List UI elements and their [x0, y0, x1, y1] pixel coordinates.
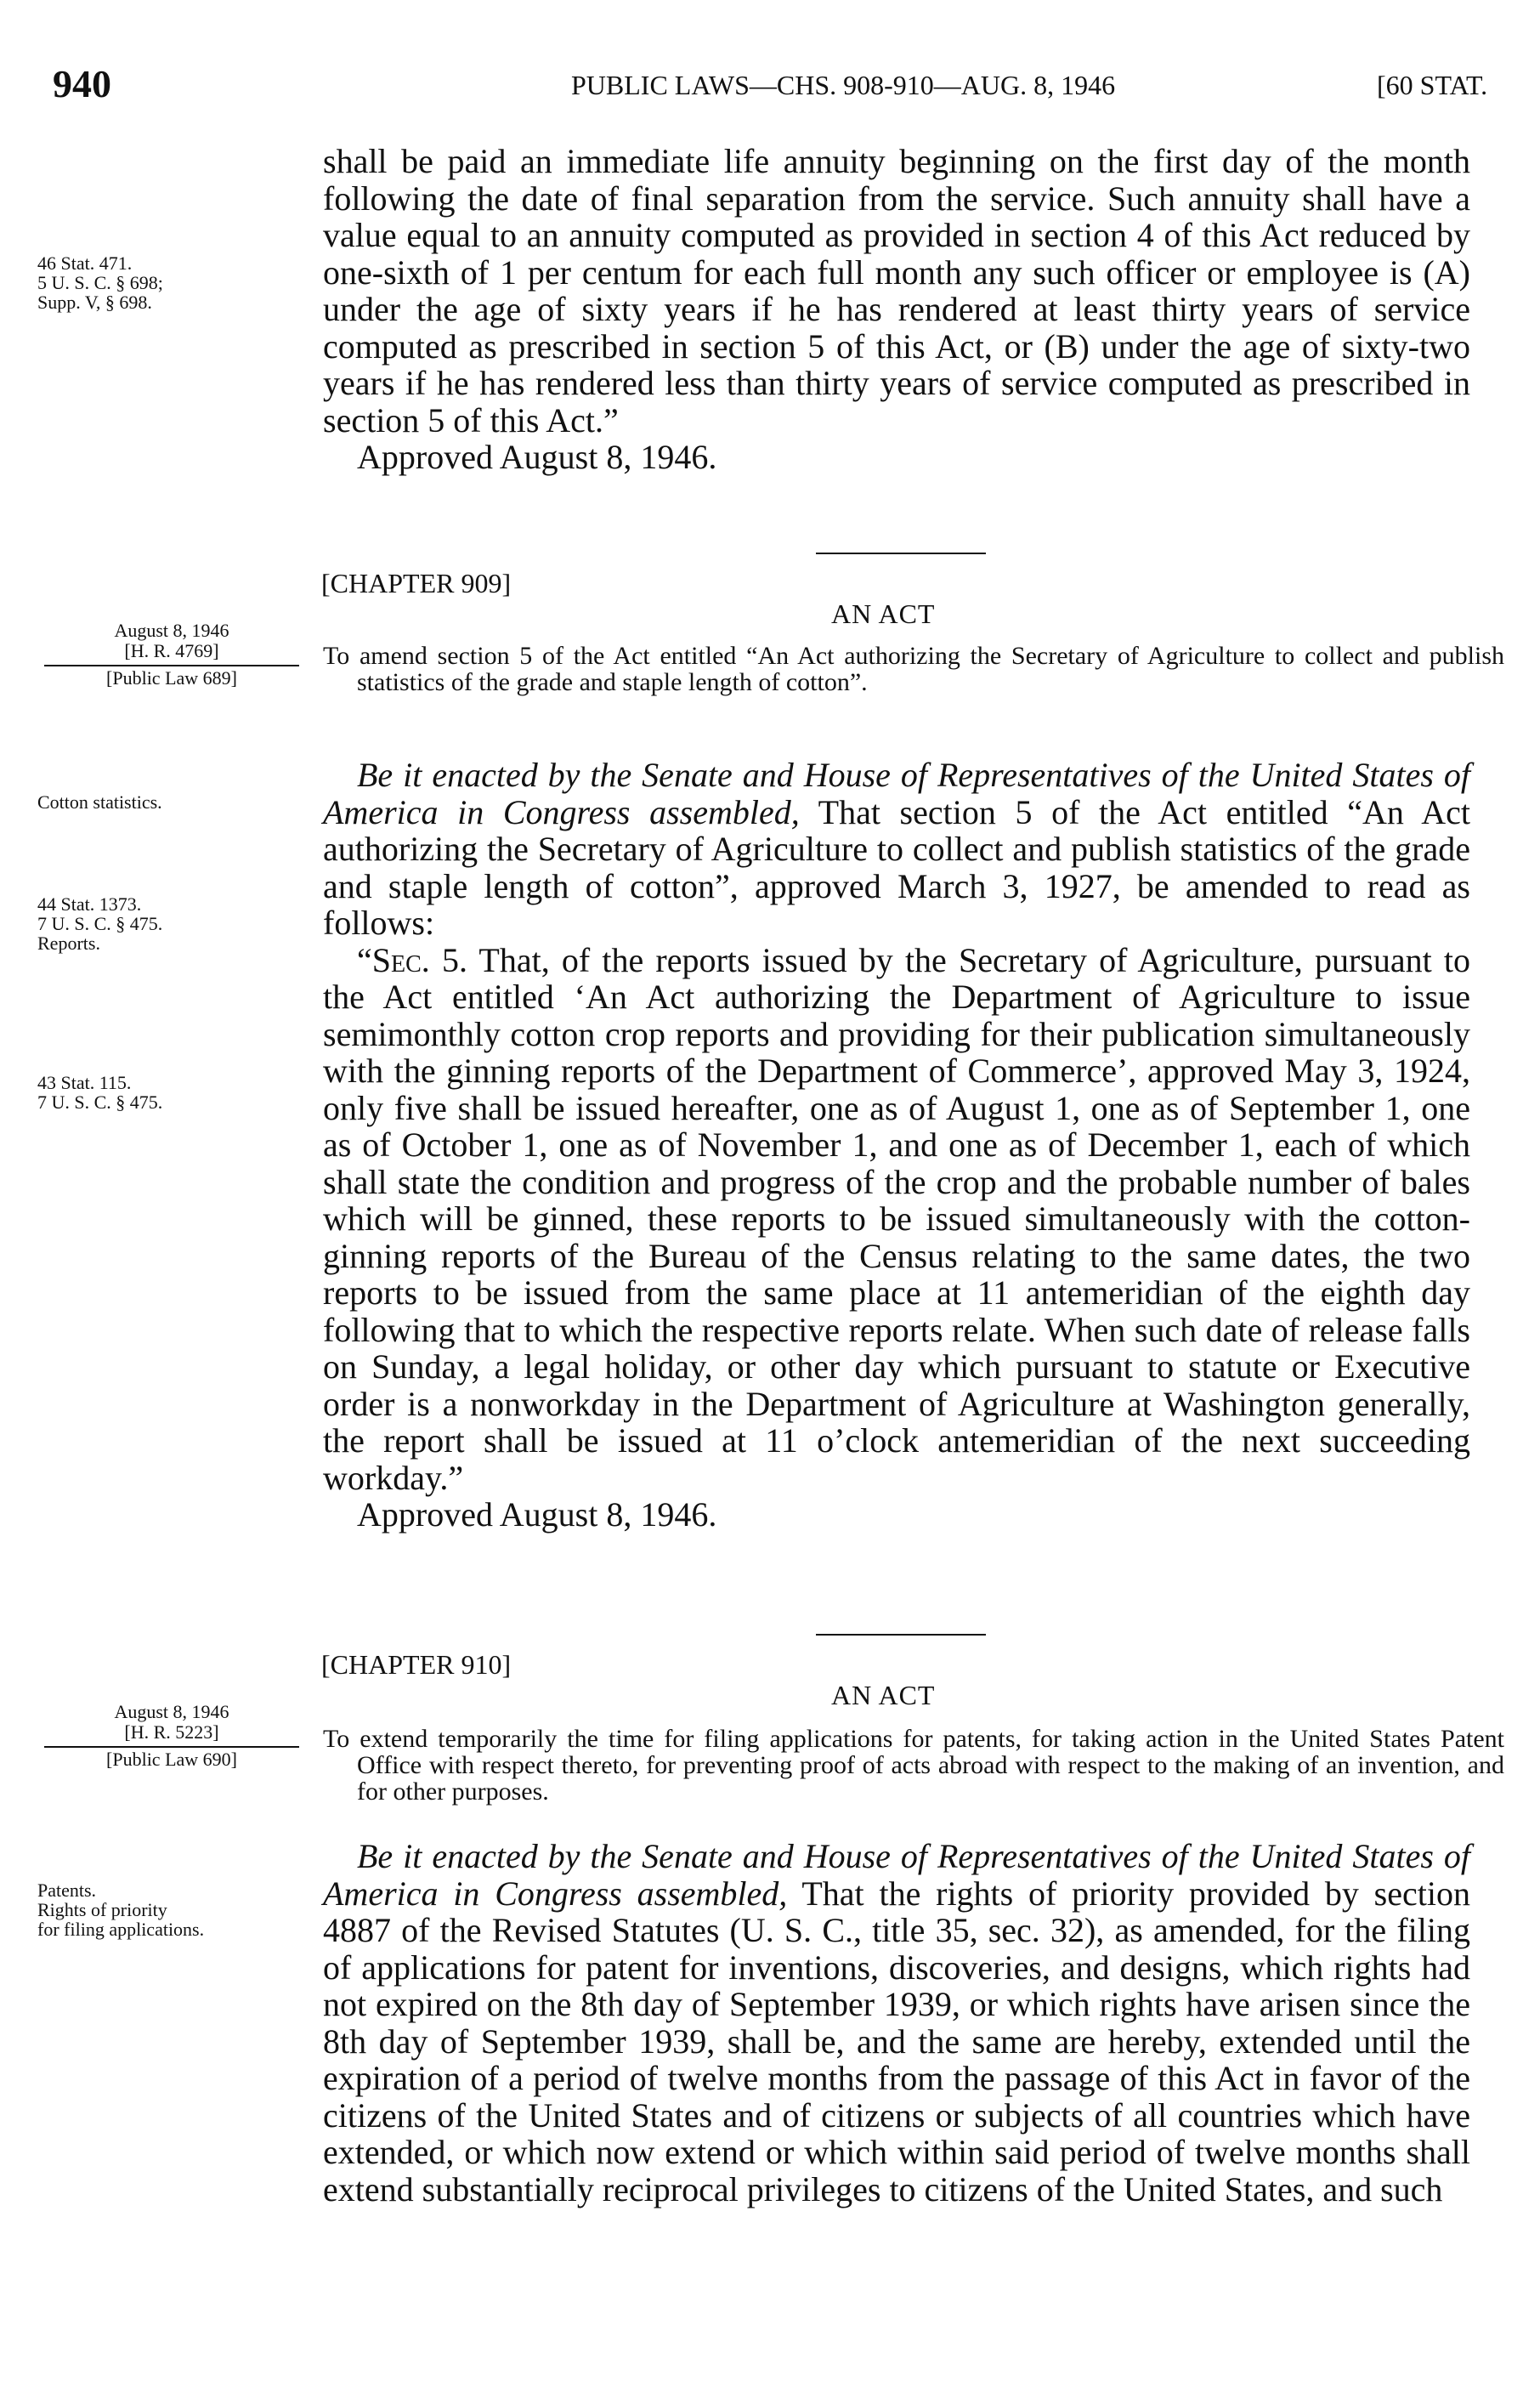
chapter-910-heading: [CHAPTER 910] — [321, 1649, 512, 1680]
chapter-909-title: To amend section 5 of the Act entitled “An Act authorizing the Secretary of Agriculture to collect and publish statistics of the grade and staple length of cotton”. — [323, 642, 1504, 696]
carryover-paragraph: shall be paid an immediate life annuity beginning on the first day of the month following the date of final separation from the service. Such annuity shall have a value equal to an annuity computed as provided in section 4 of this Act reduced by one-sixth of 1 per centum for each full month any such officer or employee is (A) under the age of sixty years if he has rendered at least thirty years of service computed as prescribed in section 5 of this Act, or (B) under the age of sixty-two years if he has rendered less than thirty years of service computed as prescribed in section 5 of this Act.” — [323, 142, 1470, 439]
page-number: 940 — [53, 62, 111, 105]
carryover-section — [323, 143, 1470, 476]
margin-note-stat-1373: 44 Stat. 1373. 7 U. S. C. § 475. Reports. — [37, 893, 163, 954]
chapter-909-an-act: AN ACT — [831, 598, 936, 629]
margin-note-cotton-statistics: Cotton statistics. — [37, 791, 162, 813]
chapter-910-rule — [816, 1634, 986, 1636]
margin-note-stat-115: 43 Stat. 115. 7 U. S. C. § 475. — [37, 1072, 163, 1113]
chapter-909-side-heading: August 8, 1946 [H. R. 4769] [Public Law 689] — [44, 621, 299, 689]
chapter-909-approved: Approved August 8, 1946. — [357, 1495, 717, 1534]
chapter-910-side-heading: August 8, 1946 [H. R. 5223] [Public Law 690] — [44, 1702, 299, 1770]
carryover-approved: Approved August 8, 1946. — [357, 438, 717, 476]
volume-reference: [60 STAT. — [1377, 70, 1488, 100]
chapter-909-heading: [CHAPTER 909] — [321, 568, 512, 598]
chapter-909-enacting-paragraph: Be it enacted by the Senate and House of Representatives of the United States of America in Congress assembled, That section 5 of the Act entitled “An Act authorizing the Secretary of Agriculture to collect and publish statistics of the grade and staple length of cotton”, approved March 3, 1927, be amended to read as follows: — [323, 756, 1470, 942]
chapter-909-body — [323, 757, 1470, 1534]
chapter-910-title: To extend temporarily the time for filing applications for patents, for taking action in the United States Patent Office with respect thereto, for preventing proof of acts abroad with respect to the making of an invention, and for other purposes. — [323, 1725, 1504, 1806]
margin-note-stat-471: 46 Stat. 471. 5 U. S. C. § 698; Supp. V, § 698. — [37, 252, 163, 313]
chapter-910-enacting-paragraph: Be it enacted by the Senate and House of Representatives of the United States of America in Congress assembled, That the rights of priority provided by section 4887 of the Revised Statutes (U. S. C., title 35, sec. 32), as amended, for the filing of applications for patent for inventions, discoveries, and designs, which rights had not expired on the 8th day of September 1939, or which rights have arisen since the 8th day of September 1939, shall be, and the same are hereby, extended until the expiration of a period of twelve months from the passage of this Act in favor of the citizens of the United States and of citizens or subjects of all countries which have extended, or which now extend or which within said period of twelve months shall extend substantially reciprocal privileges to citizens of the United States, and such — [323, 1837, 1470, 2208]
chapter-910-an-act: AN ACT — [831, 1680, 936, 1710]
margin-note-patents: Patents. Rights of priority for filing applications. — [37, 1880, 205, 1940]
chapter-909-section-5: “Sec. 5. That, of the reports issued by the Secretary of Agriculture, pursuant to the Act entitled ‘An Act authorizing the Department of Agriculture to issue semimonthly cotton crop reports and providing for their publication simultaneously with the ginning reports of the Department of Commerce’, approved May 3, 1924, only five shall be issued hereafter, one as of August 1, one as of September 1, one as of October 1, one as of November 1, and one as of December 1, each of which shall state the condition and progress of the crop and the probable number of bales which will be ginned, these reports to be issued simultaneously with the cotton-ginning reports of the Bureau of the Census relating to the same dates, the two reports to be issued from the same place at 11 antemeridian of the eighth day following that to which the respective reports relate. When such date of release falls on Sunday, a legal holiday, or other day which pursuant to statute or Executive order is a nonworkday in the Department of Agriculture at Washington generally, the report shall be issued at 11 o’clock antemeridian of the next succeeding workday.” — [323, 940, 1471, 1497]
chapter-909-rule — [816, 553, 986, 554]
running-title: PUBLIC LAWS—CHS. 908-910—AUG. 8, 1946 — [571, 70, 1116, 100]
chapter-910-body — [323, 1838, 1470, 2208]
